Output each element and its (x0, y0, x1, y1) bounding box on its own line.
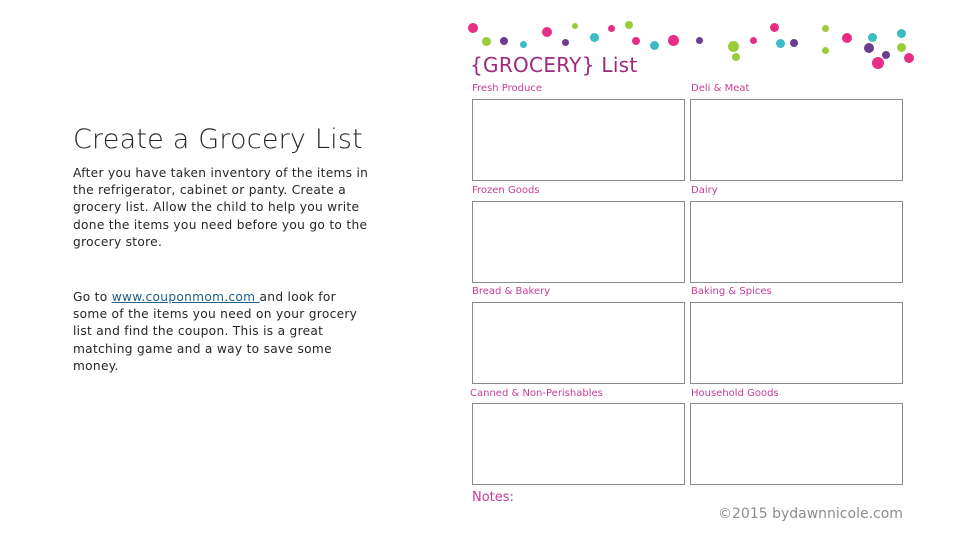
dairy-box (690, 201, 903, 283)
confetti-dot (904, 53, 914, 63)
confetti-dot (732, 53, 740, 61)
confetti-dot (822, 47, 829, 54)
confetti-dot (872, 57, 884, 69)
confetti-dot (650, 41, 659, 50)
category-label-dairy: Dairy (691, 185, 718, 196)
confetti-dot (500, 37, 508, 45)
confetti-dot (468, 23, 478, 33)
confetti-dot (520, 41, 527, 48)
confetti-dot (897, 29, 906, 38)
confetti-dot (864, 43, 874, 53)
confetti-dot (482, 37, 491, 46)
confetti-dot (750, 37, 757, 44)
deli-meat-box (690, 99, 903, 181)
category-label-deli-meat: Deli & Meat (691, 83, 750, 94)
confetti-dot (868, 33, 877, 42)
category-label-bread-bakery: Bread & Bakery (472, 286, 551, 297)
coupon-text-after: and look for some of the items you need on your grocery list and find the coupon. This is a great matching game and a way to save some money. (73, 290, 358, 373)
confetti-dot (728, 41, 739, 52)
confetti-dot (897, 43, 906, 52)
confetti-dot (542, 27, 552, 37)
confetti-dot (790, 39, 798, 47)
category-label-household-goods: Household Goods (691, 388, 779, 399)
fresh-produce-box (472, 99, 685, 181)
confetti-dot (625, 21, 633, 29)
category-label-baking-spices: Baking & Spices (691, 286, 772, 297)
confetti-dot (770, 23, 779, 32)
category-label-frozen-goods: Frozen Goods (472, 185, 540, 196)
notes-label: Notes: (472, 490, 514, 505)
instructions-paragraph: After you have taken inventory of the items in the refrigerator, cabinet or panty. Create a grocery list. Allow the child to help you write done the items you need before you go to the grocery store. (73, 166, 369, 249)
grocery-list-image (460, 15, 920, 530)
confetti-dot (696, 37, 703, 44)
category-label-canned: Canned & Non-Perishables (470, 388, 603, 399)
copyright-text: ©2015 bydawnnicole.com (718, 506, 903, 522)
baking-spices-box (690, 302, 903, 384)
confetti-dot (882, 51, 890, 59)
confetti-dot (776, 39, 785, 48)
couponmom-link[interactable]: www.couponmom.com (111, 290, 260, 304)
coupon-paragraph (73, 289, 373, 375)
bread-bakery-box (472, 302, 685, 384)
coupon-text-before: Go to (73, 290, 112, 304)
confetti-dot (590, 33, 599, 42)
confetti-dot (572, 23, 578, 29)
category-label-fresh-produce: Fresh Produce (472, 83, 542, 94)
confetti-dot (562, 39, 569, 46)
frozen-goods-box (472, 201, 685, 283)
confetti-dot (632, 37, 640, 45)
confetti-dot (842, 33, 852, 43)
confetti-dot (822, 25, 829, 32)
household-goods-box (690, 403, 903, 485)
grocery-list-title: {GROCERY} List (470, 53, 638, 77)
slide-title: Create a Grocery List (73, 124, 363, 155)
confetti-dot (668, 35, 679, 46)
confetti-dot (608, 25, 615, 32)
canned-box (472, 403, 685, 485)
